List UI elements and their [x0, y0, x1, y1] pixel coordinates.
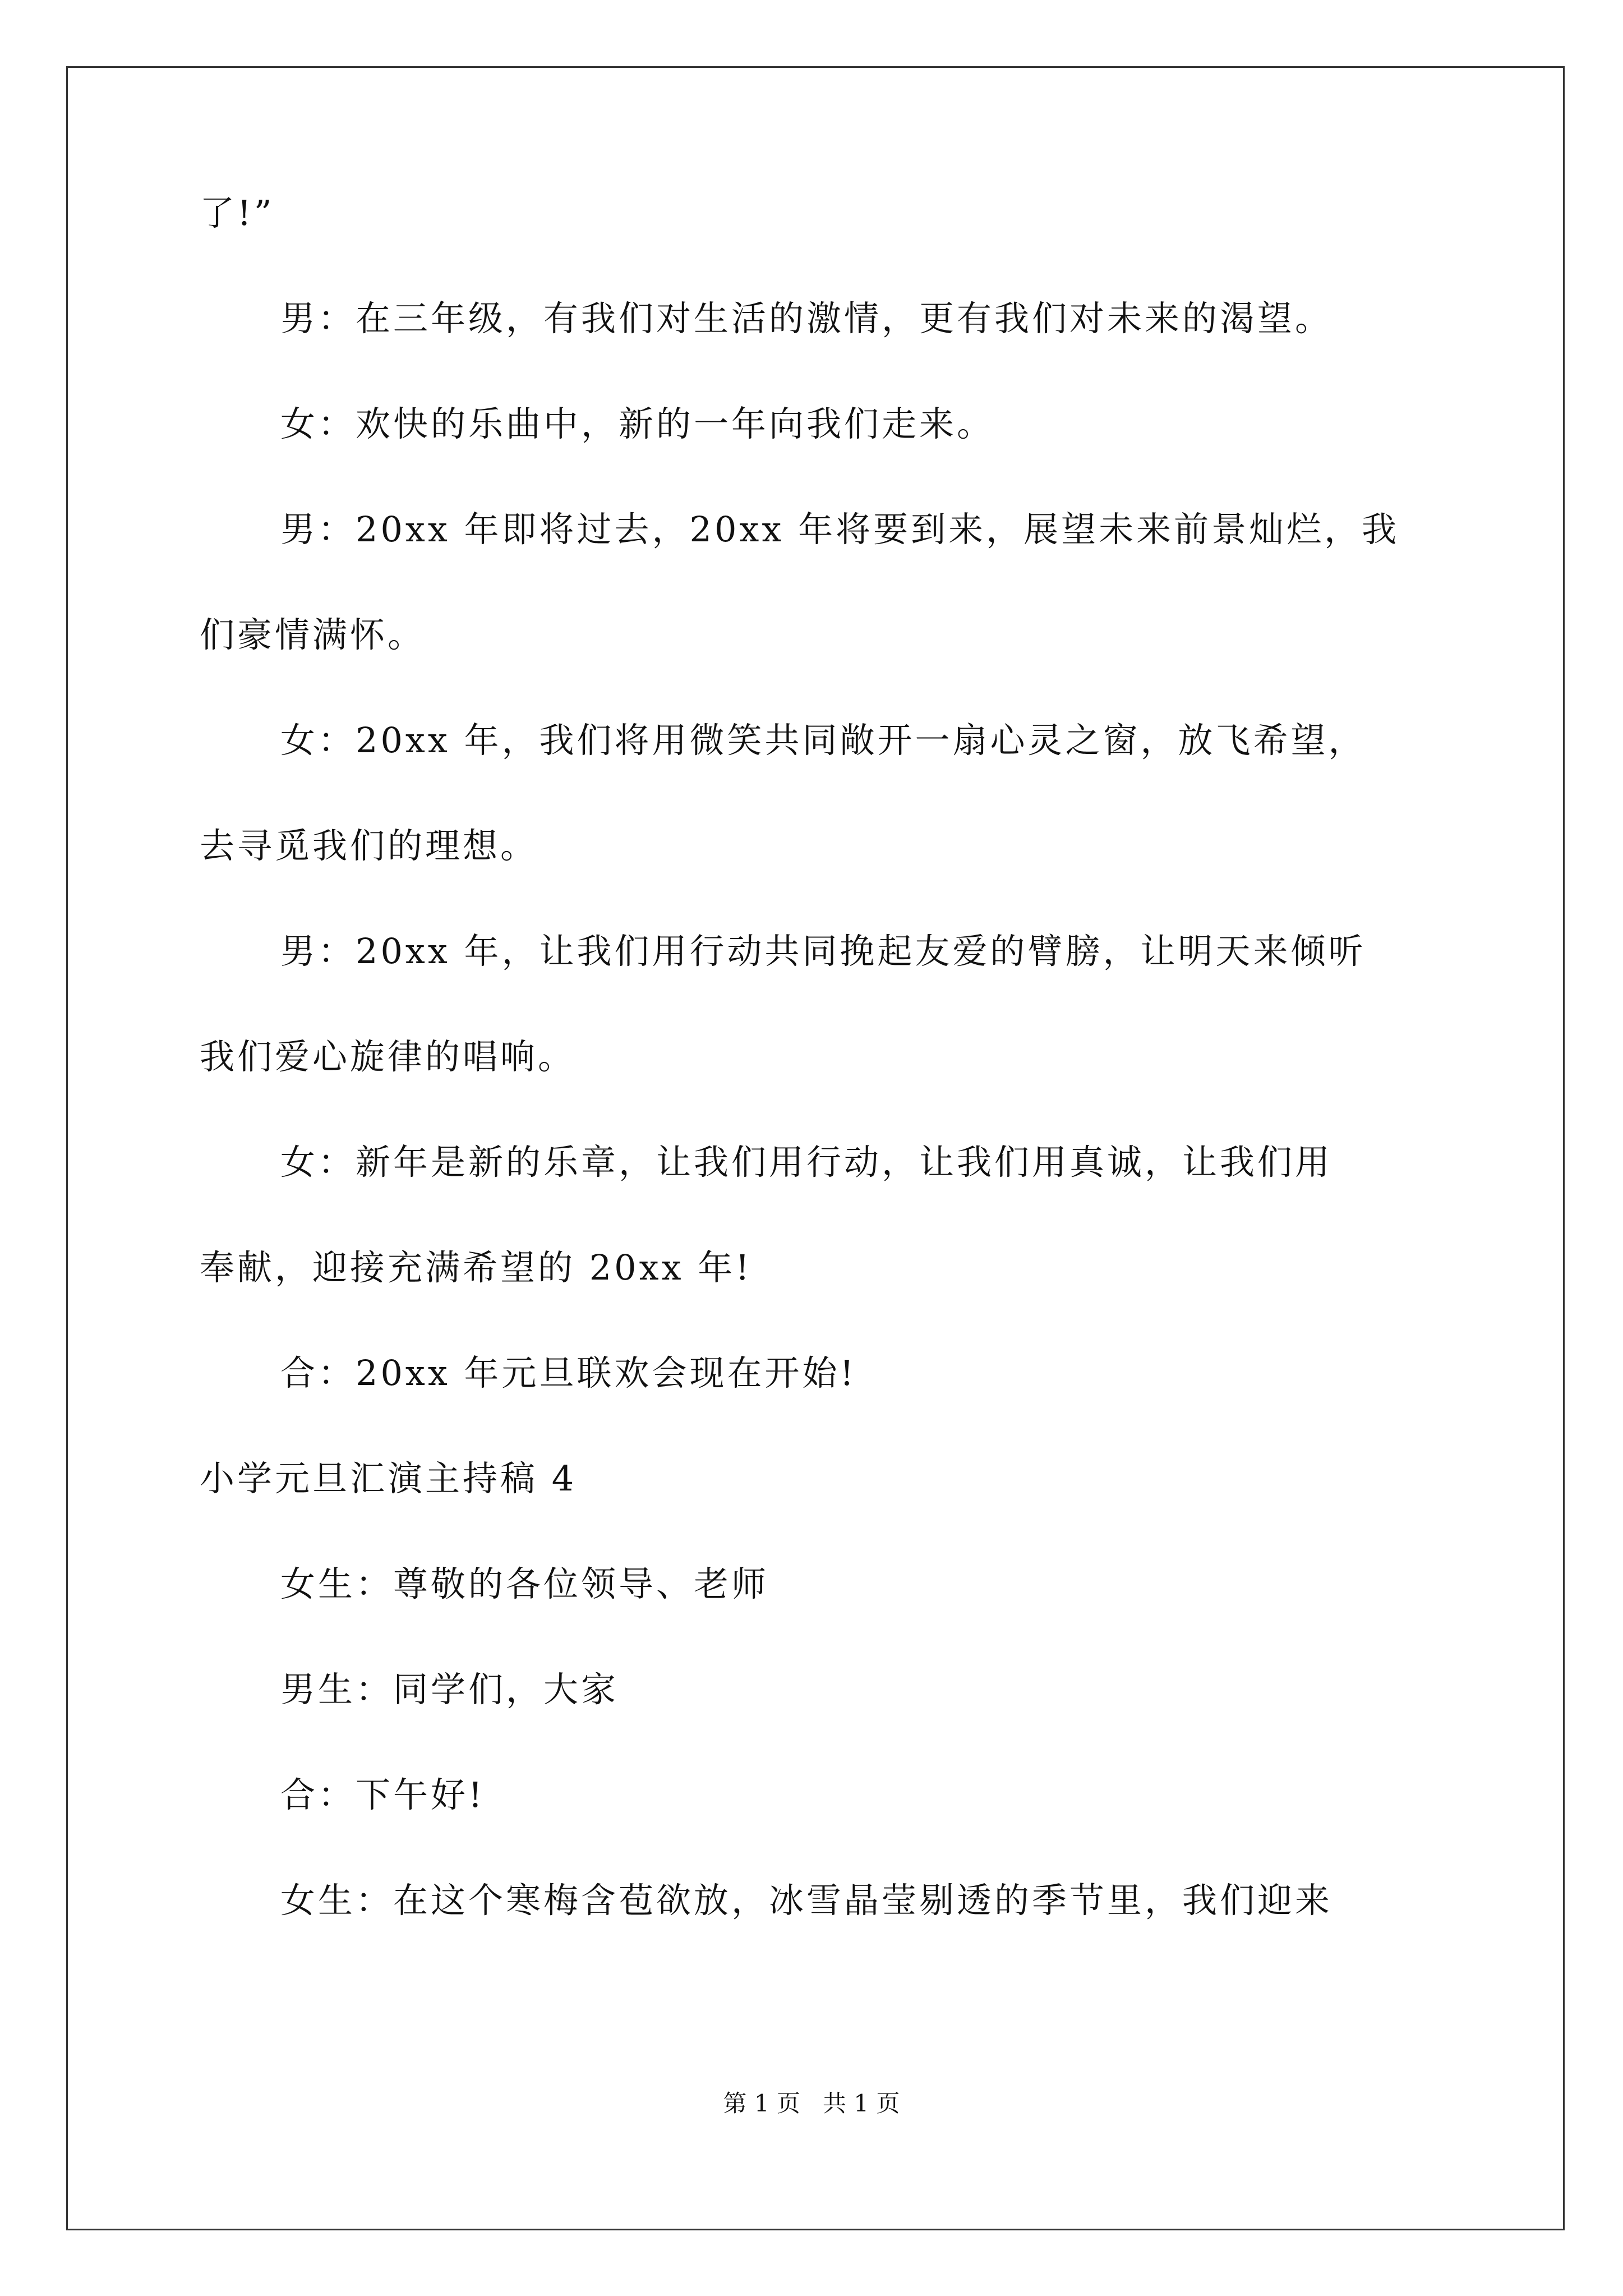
paragraph-line: 男生：同学们，大家 [280, 1669, 619, 1710]
page-footer: 第 1 页 共 1 页 [723, 2090, 900, 2117]
text-line: 我们爱心旋律的唱响。 [200, 1036, 576, 1077]
paragraph-line: 女：20xx 年，我们将用微笑共同敞开一扇心灵之窗，放飞希望， [280, 720, 1366, 761]
paragraph-line: 合：20xx 年元旦联欢会现在开始! [280, 1352, 857, 1393]
paragraph-line: 女：欢快的乐曲中，新的一年向我们走来。 [280, 403, 995, 444]
text-line: 奉献，迎接充满希望的 20xx 年! [200, 1247, 753, 1288]
section-heading: 小学元旦汇演主持稿 4 [200, 1458, 577, 1499]
paragraph-line: 男：在三年级，有我们对生活的激情，更有我们对未来的渴望。 [280, 298, 1333, 339]
paragraph-line: 合：下午好! [280, 1774, 485, 1815]
paragraph-line: 女生：尊敬的各位领导、老师 [280, 1563, 769, 1604]
paragraph-line: 男：20xx 年即将过去，20xx 年将要到来，展望未来前景灿烂，我 [280, 509, 1400, 550]
paragraph-line: 女生：在这个寒梅含苞欲放，冰雪晶莹剔透的季节里，我们迎来 [280, 1880, 1333, 1921]
text-line: 了!” [200, 192, 275, 233]
text-line: 去寻觅我们的理想。 [200, 825, 538, 866]
text-line: 们豪情满怀。 [200, 614, 426, 655]
paragraph-line: 女：新年是新的乐章，让我们用行动，让我们用真诚，让我们用 [280, 1142, 1333, 1182]
paragraph-line: 男：20xx 年，让我们用行动共同挽起友爱的臂膀，让明天来倾听 [280, 931, 1366, 972]
